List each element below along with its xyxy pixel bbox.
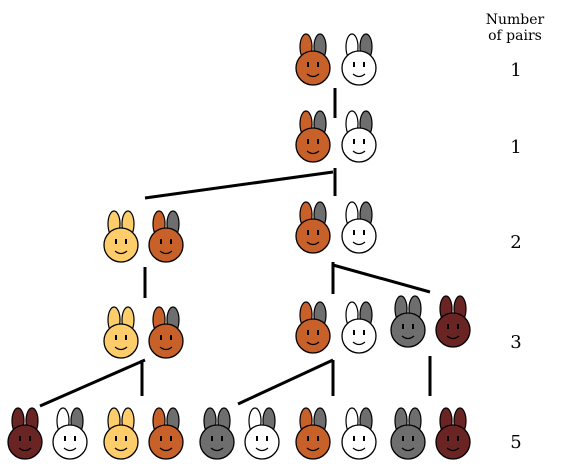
- rabbit-pair: [391, 296, 470, 347]
- tree-link: [333, 265, 430, 292]
- left-eye: [307, 436, 309, 441]
- rabbit-face: [342, 219, 376, 253]
- pair-count-gen-4: 3: [510, 332, 522, 353]
- rabbit-pair: [8, 408, 87, 459]
- rabbit-white: [342, 34, 376, 85]
- right-eye: [29, 436, 31, 441]
- right-eye: [221, 436, 223, 441]
- rabbit-face: [149, 228, 183, 262]
- rabbit-white: [342, 202, 376, 253]
- rabbit-yellow: [104, 307, 138, 358]
- rabbit-face: [104, 324, 138, 358]
- left-eye: [353, 230, 355, 235]
- rabbit-white: [245, 408, 279, 459]
- rabbit-brown: [149, 307, 183, 358]
- left-eye: [115, 335, 117, 340]
- right-eye: [170, 239, 172, 244]
- rabbit-pair: [296, 34, 376, 85]
- right-eye: [170, 335, 172, 340]
- left-eye: [353, 139, 355, 144]
- left-eye: [402, 436, 404, 441]
- rabbit-pair: [104, 307, 183, 358]
- pair-count-gen-3: 2: [510, 232, 522, 253]
- rabbit-pair: [104, 408, 183, 459]
- rabbit-brown: [296, 302, 330, 353]
- right-eye: [317, 230, 319, 235]
- rabbit-face: [149, 425, 183, 459]
- rabbit-face: [296, 128, 330, 162]
- rabbit-yellow: [104, 408, 138, 459]
- right-eye: [363, 330, 365, 335]
- left-eye: [353, 62, 355, 67]
- rabbit-brown: [296, 111, 330, 162]
- left-eye: [256, 436, 258, 441]
- right-eye: [317, 139, 319, 144]
- rabbit-face: [342, 425, 376, 459]
- rabbit-pair: [104, 211, 183, 262]
- rabbit-brown: [149, 408, 183, 459]
- rabbit-face: [342, 319, 376, 353]
- rabbit-dark: [436, 408, 470, 459]
- left-eye: [307, 139, 309, 144]
- left-eye: [353, 436, 355, 441]
- left-eye: [19, 436, 21, 441]
- right-eye: [125, 436, 127, 441]
- rabbit-face: [296, 319, 330, 353]
- left-eye: [447, 436, 449, 441]
- left-eye: [402, 324, 404, 329]
- pair-count-gen-1: 1: [510, 60, 522, 81]
- left-eye: [160, 436, 162, 441]
- rabbit-brown: [296, 202, 330, 253]
- rabbit-pair: [200, 408, 279, 459]
- rabbit-white: [342, 408, 376, 459]
- right-eye: [363, 230, 365, 235]
- rabbit-pair: [296, 111, 376, 162]
- tree-link: [238, 360, 333, 404]
- left-eye: [160, 239, 162, 244]
- right-eye: [363, 436, 365, 441]
- rabbit-face: [342, 51, 376, 85]
- left-eye: [211, 436, 213, 441]
- rabbit-gray: [391, 296, 425, 347]
- tree-link: [40, 360, 145, 406]
- left-eye: [64, 436, 66, 441]
- rabbit-pair: [296, 202, 376, 253]
- pairs-column-header: [470, 12, 560, 44]
- right-eye: [317, 330, 319, 335]
- rabbit-face: [200, 425, 234, 459]
- rabbit-pair: [391, 408, 470, 459]
- header-line-1: Number: [485, 12, 545, 28]
- right-eye: [170, 436, 172, 441]
- rabbit-white: [53, 408, 87, 459]
- right-eye: [457, 436, 459, 441]
- rabbit-brown: [296, 408, 330, 459]
- rabbit-dark: [8, 408, 42, 459]
- rabbit-face: [8, 425, 42, 459]
- left-eye: [307, 62, 309, 67]
- rabbit-brown: [149, 211, 183, 262]
- rabbit-face: [296, 51, 330, 85]
- rabbit-brown: [296, 34, 330, 85]
- left-eye: [160, 335, 162, 340]
- right-eye: [74, 436, 76, 441]
- rabbit-pair: [296, 408, 376, 459]
- left-eye: [353, 330, 355, 335]
- rabbit-face: [245, 425, 279, 459]
- rabbit-face: [104, 425, 138, 459]
- rabbit-white: [342, 302, 376, 353]
- left-eye: [307, 230, 309, 235]
- rabbit-face: [342, 128, 376, 162]
- left-eye: [447, 324, 449, 329]
- rabbit-face: [53, 425, 87, 459]
- rabbit-white: [342, 111, 376, 162]
- tree-link: [145, 172, 333, 198]
- rabbit-face: [436, 425, 470, 459]
- rabbit-face: [391, 425, 425, 459]
- right-eye: [363, 62, 365, 67]
- rabbit-face: [296, 425, 330, 459]
- rabbit-gray: [200, 408, 234, 459]
- pair-count-gen-2: 1: [510, 137, 522, 158]
- left-eye: [115, 436, 117, 441]
- right-eye: [317, 436, 319, 441]
- header-line-2: of pairs: [488, 28, 542, 44]
- right-eye: [363, 139, 365, 144]
- right-eye: [125, 335, 127, 340]
- right-eye: [125, 239, 127, 244]
- right-eye: [457, 324, 459, 329]
- left-eye: [115, 239, 117, 244]
- right-eye: [317, 62, 319, 67]
- right-eye: [266, 436, 268, 441]
- rabbit-gray: [391, 408, 425, 459]
- pair-count-gen-5: 5: [510, 432, 522, 453]
- rabbit-pairs: [8, 34, 470, 459]
- rabbit-dark: [436, 296, 470, 347]
- rabbit-face: [104, 228, 138, 262]
- right-eye: [412, 324, 414, 329]
- right-eye: [412, 436, 414, 441]
- rabbit-face: [149, 324, 183, 358]
- rabbit-yellow: [104, 211, 138, 262]
- rabbit-face: [436, 313, 470, 347]
- rabbit-pair: [296, 302, 376, 353]
- left-eye: [307, 330, 309, 335]
- rabbit-face: [296, 219, 330, 253]
- rabbit-face: [391, 313, 425, 347]
